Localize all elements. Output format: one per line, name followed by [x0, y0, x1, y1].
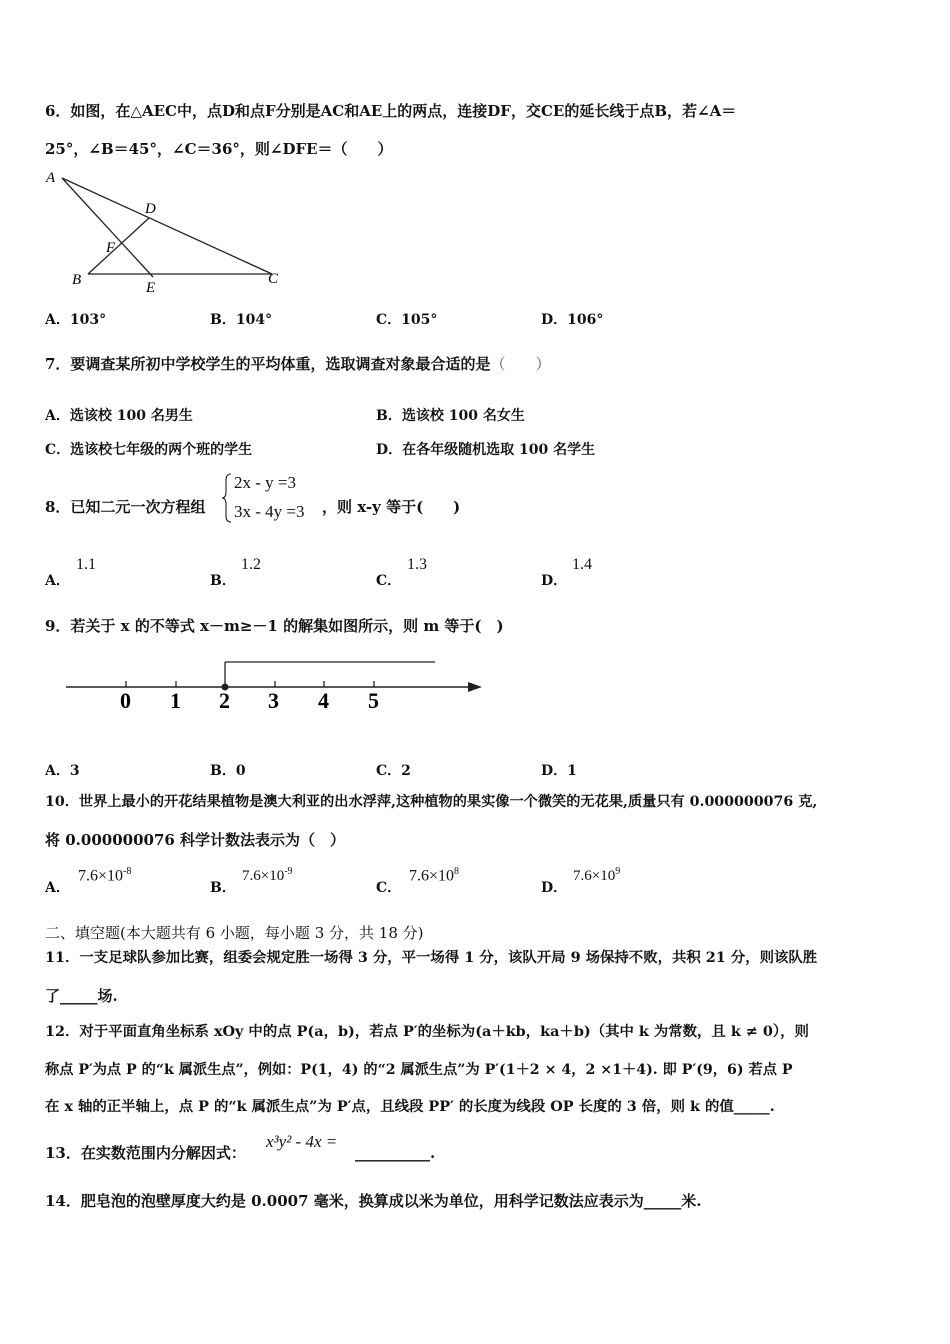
q12-stem-line1: 12．对于平面直角坐标系 xOy 中的点 P(a，b)，若点 P′的坐标为(a＋kb，ka＋b)（其中 k 为常数，且 k ≠ 0），则	[45, 1023, 809, 1040]
q6-triangle-figure	[40, 166, 290, 296]
label-e: E	[146, 280, 156, 296]
q8-stem-before: 8．已知二元一次方程组	[45, 498, 206, 516]
tick-label-0: 0	[120, 688, 131, 713]
q8-equation-1: 2x - y =3	[234, 473, 296, 492]
q13-stem: 13．在实数范围内分解因式：	[45, 1144, 246, 1162]
q14-stem: 14．肥皂泡的泡壁厚度大约是 0.0007 毫米，换算成以米为单位，用科学记数法应表示为_____米.	[45, 1192, 702, 1210]
q12-stem-line2: 称点 P′为点 P 的“k 属派生点”，例如：P(1，4) 的“2 属派生点”为 P′(1＋2 × 4，2 ×1＋4). 即 P′(9，6) 若点 P	[45, 1062, 793, 1078]
q13-expression: x³y² - 4x =	[266, 1132, 338, 1151]
q7-stem: 7．要调查某所初中学校学生的平均体重，选取调查对象最合适的是（ ）	[45, 355, 551, 373]
q13-answer-blank[interactable]: __________.	[355, 1144, 436, 1162]
q9-stem: 9．若关于 x 的不等式 x－m≥－1 的解集如图所示，则 m 等于( )	[45, 617, 504, 635]
q6-option-d[interactable]: D．106°	[541, 312, 604, 328]
label-d: D	[145, 201, 156, 217]
q7-option-a[interactable]: A．选该校 100 名男生	[45, 408, 193, 424]
q9-option-a[interactable]: A．3	[45, 763, 80, 779]
q8-stem-after: ，则 x-y 等于( )	[322, 498, 461, 516]
label-f: F	[106, 240, 116, 256]
q9-number-line	[60, 650, 490, 720]
q6-option-c[interactable]: C．105°	[376, 312, 438, 328]
q12-stem-line3: 在 x 轴的正半轴上，点 P 的“k 属派生点”为 P′点，且线段 PP′ 的长度为线段 OP 长度的 3 倍，则 k 的值_____.	[45, 1098, 775, 1115]
q9-option-b[interactable]: B．0	[210, 763, 246, 779]
q6-stem-line2: 25°，∠B＝45°，∠C＝36°，则∠DFE＝（ ）	[45, 140, 393, 158]
section2-heading: 二、填空题(本大题共有 6 小题，每小题 3 分，共 18 分)	[45, 924, 424, 942]
tick-label-5: 5	[368, 688, 379, 713]
q11-stem-line1: 11．一支足球队参加比赛，组委会规定胜一场得 3 分，平一场得 1 分，该队开局 9 场保持不败，共积 21 分，则该队胜	[45, 949, 818, 966]
label-b: B	[72, 272, 82, 288]
q7-option-d[interactable]: D．在各年级随机选取 100 名学生	[376, 442, 596, 458]
q6-option-a[interactable]: A．103°	[45, 312, 107, 328]
q8-brace	[222, 472, 232, 524]
q7-option-b[interactable]: B．选该校 100 名女生	[376, 408, 525, 424]
tick-label-2: 2	[219, 688, 230, 713]
q9-option-c[interactable]: C．2	[376, 763, 411, 779]
q7-option-c[interactable]: C．选该校七年级的两个班的学生	[45, 442, 253, 458]
tick-label-4: 4	[318, 688, 329, 713]
q11-stem-line2: 了_____场.	[45, 987, 118, 1005]
tick-label-1: 1	[170, 688, 181, 713]
label-c: C	[268, 271, 279, 287]
q10-stem-line1: 10．世界上最小的开花结果植物是澳大利亚的出水浮萍,这种植物的果实像一个微笑的无花果,质量只有 0.000000076 克,	[45, 794, 818, 810]
q6-option-b[interactable]: B．104°	[210, 312, 273, 328]
q8-equation-2: 3x - 4y =3	[234, 502, 305, 521]
label-a: A	[46, 170, 56, 186]
q7-answer-paren: （ ）	[490, 357, 551, 373]
q10-stem-line2: 将 0.000000076 科学计数法表示为（ ）	[45, 831, 346, 849]
q6-stem-line1: 6．如图，在△AEC中，点D和点F分别是AC和AE上的两点，连接DF，交CE的延长线于点B，若∠A＝	[45, 102, 737, 120]
q9-option-d[interactable]: D．1	[541, 763, 577, 779]
tick-label-3: 3	[268, 688, 279, 713]
